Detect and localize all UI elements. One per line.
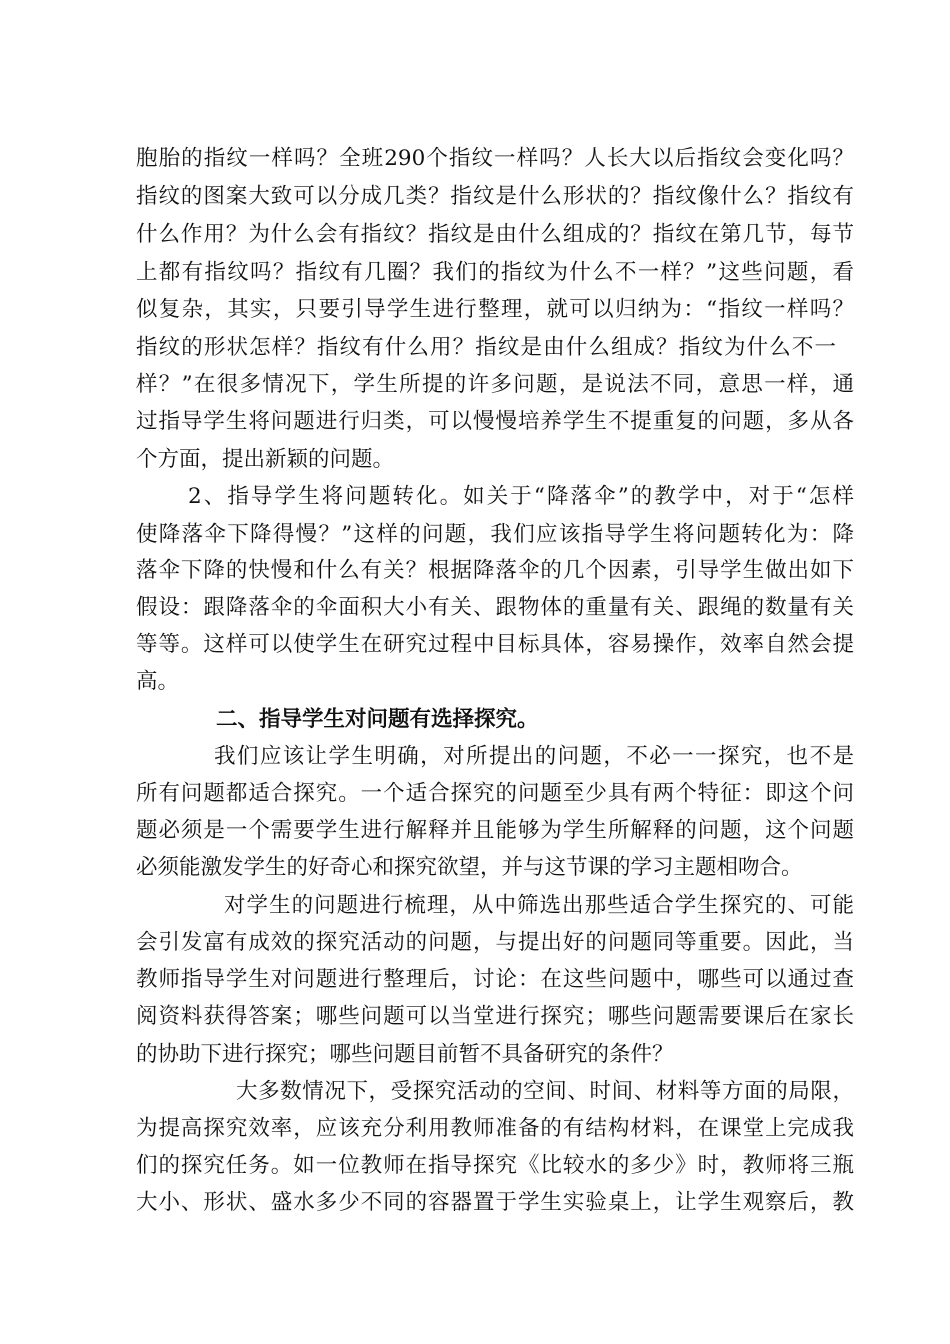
paragraph-line: 胞胎的指纹一样吗？全班290个指纹一样吗？人长大以后指纹会变化吗？ xyxy=(136,146,854,171)
paragraph-line: 高。 xyxy=(136,669,180,694)
paragraph-line: 必须能激发学生的好奇心和探究欲望，并与这节课的学习主题相吻合。 xyxy=(136,855,803,880)
paragraph-line: 等等。这样可以使学生在研究过程中目标具体，容易操作，效率自然会提 xyxy=(136,632,854,657)
paragraph-line: 假设：跟降落伞的伞面积大小有关、跟物体的重量有关、跟绳的数量有关 xyxy=(136,595,854,620)
paragraph-line: 所有问题都适合探究。一个适合探究的问题至少具有两个特征：即这个问 xyxy=(136,781,854,806)
paragraph-line: 大多数情况下，受探究活动的空间、时间、材料等方面的局限， xyxy=(236,1079,854,1104)
paragraph-line: 上都有指纹吗？指纹有几圈？我们的指纹为什么不一样？”这些问题，看 xyxy=(136,260,854,285)
paragraph-line: 对学生的问题进行梳理，从中筛选出那些适合学生探究的、可能 xyxy=(224,893,854,918)
paragraph-line: 落伞下降的快慢和什么有关？根据降落伞的几个因素，引导学生做出如下 xyxy=(136,558,854,583)
paragraph-line: 阅资料获得答案；哪些问题可以当堂进行探究；哪些问题需要课后在家长 xyxy=(136,1004,854,1029)
paragraph-line: 们的探究任务。如一位教师在指导探究《比较水的多少》时，教师将三瓶 xyxy=(136,1153,854,1178)
paragraph-line: 指纹的形状怎样？指纹有什么用？指纹是由什么组成？指纹为什么不一 xyxy=(136,335,836,360)
paragraph-line: 个方面，提出新颖的问题。 xyxy=(136,447,395,472)
paragraph-line: 似复杂，其实，只要引导学生进行整理，就可以归纳为：“指纹一样吗？ xyxy=(136,297,854,322)
paragraph-line: 2、指导学生将问题转化。如关于“降落伞”的教学中，对于“怎样 xyxy=(188,484,854,509)
paragraph-line: 样？”在很多情况下，学生所提的许多问题，是说法不同，意思一样，通 xyxy=(136,372,854,397)
paragraph-line: 会引发富有成效的探究活动的问题，与提出好的问题同等重要。因此，当 xyxy=(136,930,854,955)
section-heading: 二、指导学生对问题有选择探究。 xyxy=(216,707,539,732)
paragraph-line: 什么作用？为什么会有指纹？指纹是由什么组成的？指纹在第几节，每节 xyxy=(136,222,854,247)
paragraph-line: 大小、形状、盛水多少不同的容器置于学生实验桌上，让学生观察后，教 xyxy=(136,1190,854,1215)
paragraph-line: 题必须是一个需要学生进行解释并且能够为学生所解释的问题，这个问题 xyxy=(136,818,854,843)
paragraph-line: 过指导学生将问题进行归类，可以慢慢培养学生不提重复的问题，多从各 xyxy=(136,409,854,434)
paragraph-line: 为提高探究效率，应该充分利用教师准备的有结构材料，在课堂上完成我 xyxy=(136,1116,854,1141)
paragraph-line: 使降落伞下降得慢？”这样的问题，我们应该指导学生将问题转化为：降 xyxy=(136,522,854,547)
paragraph-line: 我们应该让学生明确，对所提出的问题，不必一一探究，也不是 xyxy=(214,744,854,769)
paragraph-line: 指纹的图案大致可以分成几类？指纹是什么形状的？指纹像什么？指纹有 xyxy=(136,184,854,209)
paragraph-line: 的协助下进行探究；哪些问题目前暂不具备研究的条件？ xyxy=(136,1042,674,1067)
paragraph-line: 教师指导学生对问题进行整理后，讨论：在这些问题中，哪些可以通过查 xyxy=(136,967,854,992)
